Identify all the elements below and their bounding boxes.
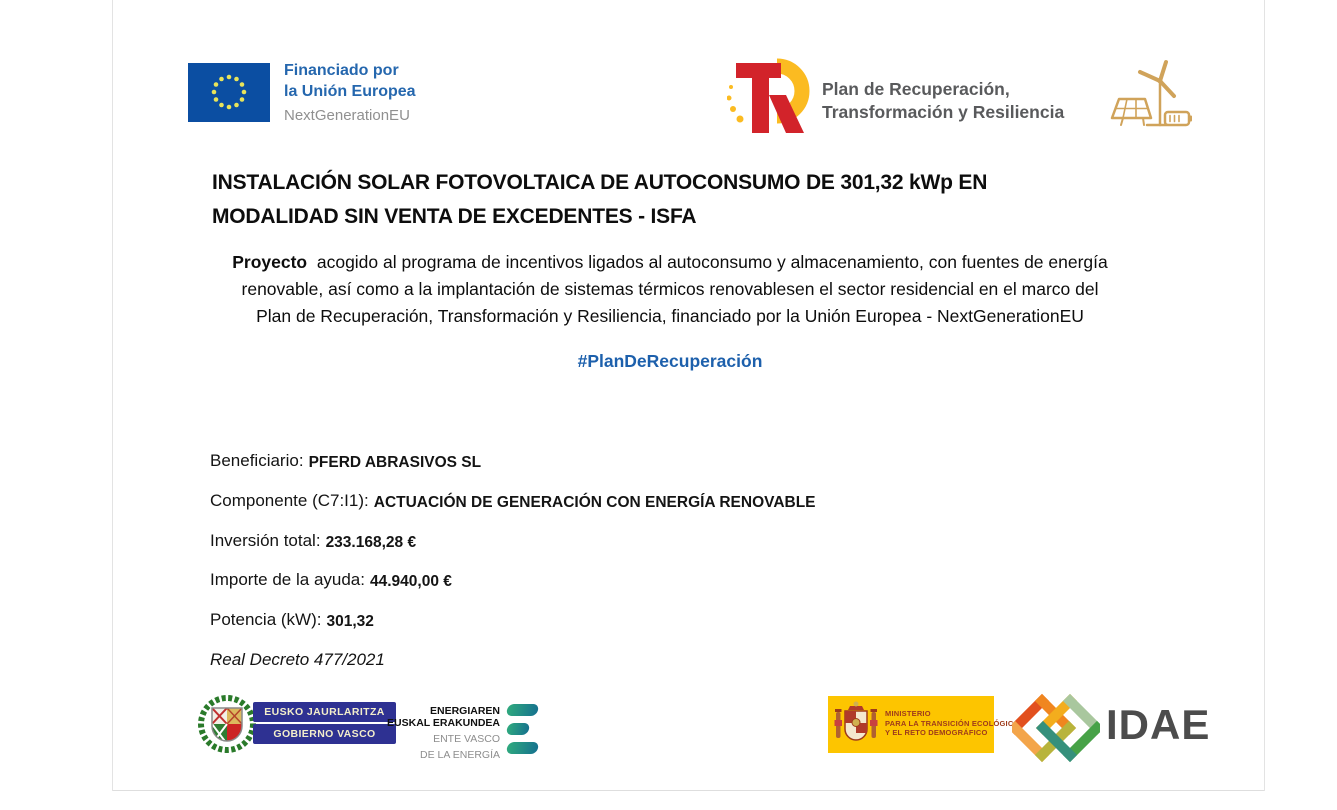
prtr-title: [822, 78, 1064, 124]
basque-coat-of-arms-icon: [197, 693, 257, 760]
detail-label: Importe de la ayuda:: [210, 570, 365, 590]
eve-wordmark: [380, 705, 500, 761]
detail-value: 44.940,00 €: [369, 573, 452, 591]
eu-flag-icon: [188, 63, 270, 127]
eve-sub-line2: DE LA ENERGÍA: [420, 749, 500, 761]
eve-name-line2: EUSKAL ERAKUNDEA: [387, 717, 500, 729]
project-description: [186, 249, 1154, 330]
idae-diamonds-icon: [1012, 689, 1100, 772]
detail-value: PFERD ABRASIVOS SL: [308, 454, 482, 471]
ministry-name: [885, 709, 1019, 738]
ministry-line2: PARA LA TRANSICIÓN ECOLÓGICA: [885, 718, 1020, 728]
detail-label: Beneficiario:: [210, 451, 304, 470]
page-title-line1: INSTALACIÓN SOLAR FOTOVOLTAICA DE AUTOCONSUMO DE 301,32 kWp EN: [212, 171, 988, 194]
prtr-r-icon: [727, 57, 811, 144]
description-lead: Proyecto: [232, 252, 308, 272]
detail-row-beneficiario: [210, 442, 816, 482]
detail-label: Inversión total:: [210, 530, 321, 550]
description-line1: [186, 249, 1154, 276]
description-line2: renovable, así como a la implantación de sistemas térmicos renovablesen el sector residencial en el marco del: [241, 279, 1099, 299]
eu-program-name: NextGenerationEU: [284, 107, 410, 124]
page-border-bottom: [113, 790, 1264, 791]
eve-sub-line1: ENTE VASCO: [433, 733, 500, 745]
prtr-title-line2: Transformación y Resiliencia: [822, 102, 1065, 122]
detail-row-potencia: [210, 601, 816, 641]
detail-value: 233.168,28 €: [325, 533, 417, 551]
basque-banner-line2: GOBIERNO VASCO: [253, 724, 396, 744]
detail-value: ACTUACIÓN DE GENERACIÓN CON ENERGÍA RENOVABLE: [373, 493, 816, 511]
renewable-energy-icon: [1103, 55, 1193, 148]
detail-row-inversion: [210, 522, 816, 562]
detail-row-componente: [210, 482, 816, 522]
eve-e-icon: [507, 704, 547, 761]
ministry-logo: [828, 696, 1020, 753]
page-title: [212, 166, 1192, 234]
detail-value: 301,32: [326, 613, 374, 631]
eu-funding-text: [284, 60, 416, 126]
basque-banner-line1: EUSKO JAURLARITZA: [253, 702, 396, 722]
page-border-left: [112, 0, 113, 791]
idae-wordmark: IDAE: [1106, 701, 1211, 748]
ministry-line3: Y EL RETO DEMOGRÁFICO: [885, 728, 988, 737]
ministry-line1: MINISTERIO: [885, 709, 931, 718]
eu-funding-line1: Financiado por: [284, 62, 399, 79]
prtr-title-line1: Plan de Recuperación,: [822, 79, 1010, 99]
plan-hashtag: #PlanDeRecuperación: [577, 351, 763, 371]
eu-funding-line2: la Unión Europea: [284, 83, 416, 100]
description-line1-rest: acogido al programa de incentivos ligados al autoconsumo y almacenamiento, con fuentes de energía: [307, 252, 1108, 272]
description-line3: Plan de Recuperación, Transformación y Resiliencia, financiado por la Unión Europea - NextGenerationEU: [256, 306, 1084, 326]
basque-government-banner: [253, 702, 396, 746]
detail-row-importe: [210, 561, 816, 601]
detail-label: Componente (C7:I1):: [210, 490, 369, 510]
eve-name-line1: ENERGIAREN: [429, 705, 500, 717]
details-list: [210, 442, 816, 680]
royal-decree: Real Decreto 477/2021: [210, 649, 385, 669]
page-title-line2: MODALIDAD SIN VENTA DE EXCEDENTES - ISFA: [212, 205, 697, 228]
spain-coat-of-arms-icon: [833, 700, 879, 748]
page-border-right: [1264, 0, 1265, 791]
detail-label: Potencia (kW):: [210, 610, 322, 630]
